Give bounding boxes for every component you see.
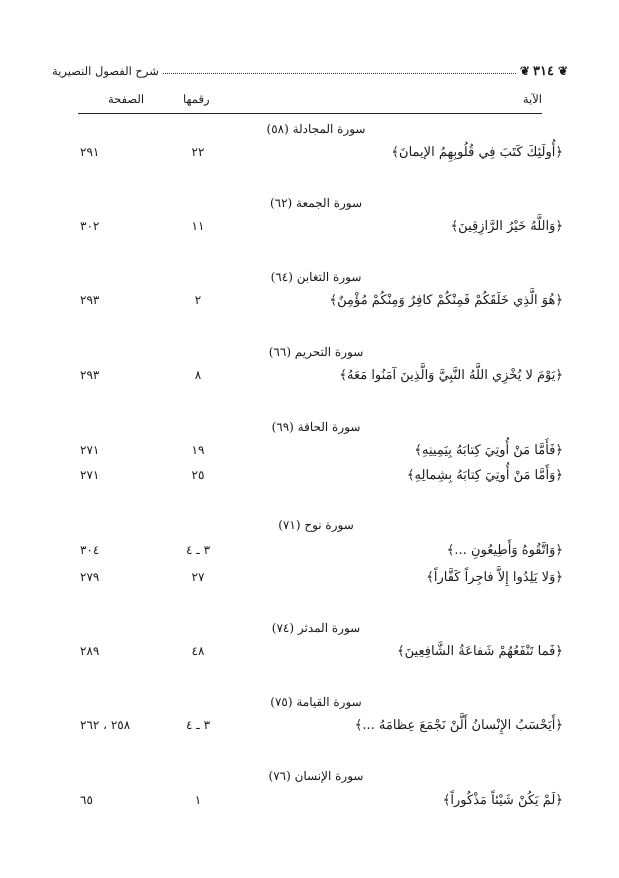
verse-number: ٢٥ xyxy=(191,468,205,482)
page-reference: ٢٨٩ xyxy=(80,644,100,658)
surah-heading: سورة نوح (٧١) xyxy=(278,518,354,532)
column-header-page: الصفحة xyxy=(108,92,145,106)
page-reference: ٢٧١ xyxy=(80,468,100,482)
verse-number: ١١ xyxy=(191,219,205,233)
verse-number: ١٩ xyxy=(191,443,205,457)
verse-text: ﴿لَمْ يَكُنْ شَيْئاً مَذْكُوراً﴾ xyxy=(442,793,563,808)
verse-text: ﴿فَأَمَّا مَنْ أُوتِيَ كِتابَهُ بِيَمِينِهِ﴾ xyxy=(414,443,563,458)
verse-number: ٨ xyxy=(194,368,202,382)
verse-text: ﴿وَاللَّهُ خَيْرُ الرَّازِقِينَ﴾ xyxy=(450,219,563,234)
page-reference: ٦٥ xyxy=(80,793,93,807)
table-row xyxy=(78,368,563,390)
ornament-right-icon: ❦ xyxy=(557,64,567,78)
book-title: شرح الفصول النصيرية xyxy=(52,64,159,78)
verse-number: ٤٨ xyxy=(191,644,205,658)
verse-text: ﴿هُوَ الَّذِي خَلَقَكُمْ فَمِنْكُمْ كافِرٌ وَمِنْكُمْ مُؤْمِنٌ﴾ xyxy=(329,293,563,308)
table-row xyxy=(78,644,563,666)
surah-heading: سورة الحاقة (٦٩) xyxy=(271,420,361,434)
verse-text: ﴿وَأَمَّا مَنْ أُوتِيَ كِتابَهُ بِشِمالِهِ﴾ xyxy=(406,468,563,483)
column-header-verse: الآية xyxy=(522,92,542,106)
surah-heading: سورة الجمعة (٦٢) xyxy=(269,196,363,210)
page-reference: ٢٩٣ xyxy=(80,368,100,382)
ornament-left-icon: ❦ xyxy=(519,64,529,78)
page-number: ٣١٤ xyxy=(532,63,554,79)
page-number-block xyxy=(520,64,567,79)
running-header xyxy=(52,60,567,82)
page-reference: ٢٩٣ xyxy=(80,293,100,307)
table-row xyxy=(78,468,563,490)
verse-text: ﴿أَيَحْسَبُ الإِنْسانُ أَلَّنْ نَجْمَعَ عِظامَهُ ...﴾ xyxy=(354,718,563,733)
table-row xyxy=(78,543,563,565)
table-row xyxy=(78,793,563,815)
page-reference: ٢٩١ xyxy=(80,145,100,159)
page-reference: ٢٥٨ ، ٢٦٢ xyxy=(80,718,131,732)
verse-text: ﴿وَاتَّقُوهُ وَأَطِيعُونِ ...﴾ xyxy=(446,543,563,558)
table-row xyxy=(78,718,563,740)
table-row xyxy=(78,293,563,315)
surah-heading: سورة الإنسان (٧٦) xyxy=(268,769,364,783)
table-row xyxy=(78,570,563,592)
verse-text: ﴿وَلا يَلِدُوا إِلاَّ فاجِراً كَفَّاراً﴾ xyxy=(426,570,563,585)
column-header-number: رقمها xyxy=(183,92,210,106)
page-reference: ٢٧١ xyxy=(80,443,100,457)
surah-heading: سورة المجادلة (٥٨) xyxy=(266,122,366,136)
page-reference: ٣٠٤ xyxy=(80,543,100,557)
page-reference: ٣٠٢ xyxy=(80,219,100,233)
dotted-leader xyxy=(163,73,516,74)
table-row xyxy=(78,443,563,465)
surah-heading: سورة التحريم (٦٦) xyxy=(268,345,364,359)
column-headers xyxy=(78,92,542,112)
verse-text: ﴿أُولَئِكَ كَتَبَ فِي قُلُوبِهِمُ الإيمانَ﴾ xyxy=(391,145,563,160)
verse-number: ١ xyxy=(194,793,202,807)
surah-heading: سورة التغابن (٦٤) xyxy=(270,270,362,284)
table-row xyxy=(78,145,563,167)
verse-number: ٢ xyxy=(194,293,202,307)
table-row xyxy=(78,219,563,241)
verse-number: ٢٧ xyxy=(191,570,205,584)
header-rule xyxy=(78,113,542,114)
verse-text: ﴿فَما تَنْفَعُهُمْ شَفاعَةُ الشَّافِعِينَ﴾ xyxy=(397,644,563,659)
surah-heading: سورة القيامة (٧٥) xyxy=(270,695,362,709)
verse-text: ﴿يَوْمَ لا يُخْزِي اللَّهُ النَّبِيَّ وَالَّذِينَ آمَنُوا مَعَهُ﴾ xyxy=(339,368,563,383)
page-reference: ٢٧٩ xyxy=(80,570,100,584)
surah-heading: سورة المدثر (٧٤) xyxy=(271,621,361,635)
verse-number: ٣ ـ ٤ xyxy=(185,718,211,732)
verse-number: ٣ ـ ٤ xyxy=(185,543,211,557)
verse-number: ٢٢ xyxy=(191,145,205,159)
